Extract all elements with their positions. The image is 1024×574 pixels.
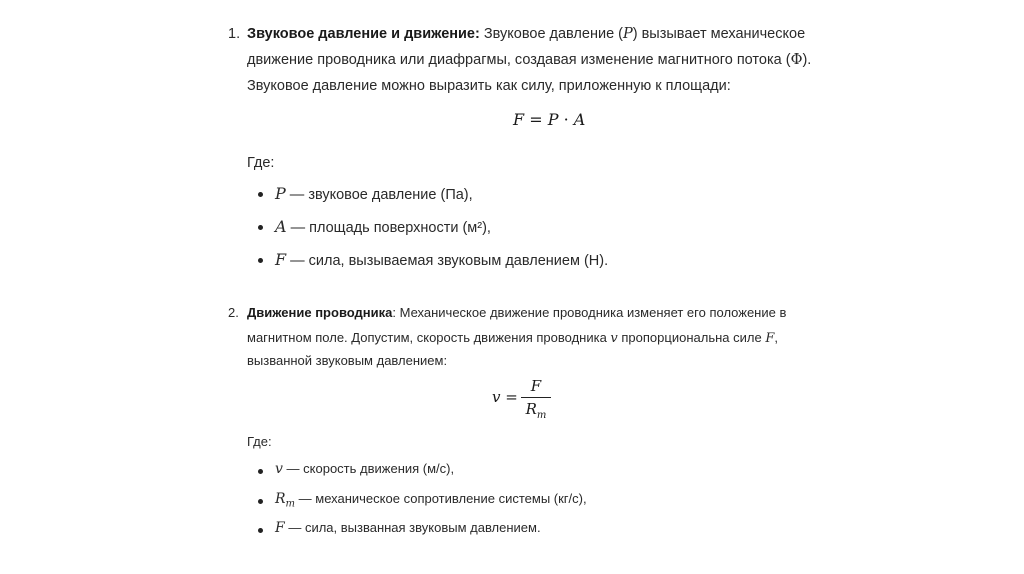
section2-var-v: v [610, 331, 618, 346]
section1-var-p: P [622, 26, 633, 42]
fraction-numerator: F [530, 377, 542, 395]
section2-line2-a: магнитном поле. Допустим, скорость движения проводника [247, 330, 611, 345]
s2-bullet3-var: F [275, 520, 285, 536]
section2-title: Движение проводника [247, 305, 393, 320]
formula1-a: A [573, 110, 586, 129]
section1-line3: Звуковое давление можно выразить как силу, приложенную к площади: [247, 78, 731, 94]
formula2-lhs: v [492, 388, 501, 406]
section2-line1 [247, 305, 786, 320]
s2-bullet1-text: — скорость движения (м/с), [282, 461, 455, 476]
formula1-eq: = [529, 110, 543, 129]
section1-where: Где: [247, 155, 275, 171]
s2-bullet2-text: — механическое сопротивление системы (кг/с), [295, 491, 587, 506]
bullet2-text: — площадь поверхности (м²), [286, 220, 491, 236]
section2-line2-c: , [774, 330, 778, 345]
section1-number: 1. [228, 26, 241, 42]
bullet-dot [258, 258, 263, 263]
s2-bullet1-var: v [275, 461, 283, 477]
fraction-denominator-var: R [525, 400, 537, 418]
bullet3-var: F [275, 250, 287, 269]
bullet-dot [258, 499, 263, 504]
section2-bullet-1 [275, 461, 454, 480]
section1-bullet-3 [275, 250, 608, 269]
section2-bullet-2 [275, 491, 587, 510]
section1-intro-b: ) вызывает механическое [632, 26, 806, 42]
section1-line1 [247, 26, 805, 42]
fraction-denominator-sub: m [536, 410, 547, 421]
section2-number: 2. [228, 305, 239, 320]
section2-line3: вызванной звуковым давлением: [247, 353, 448, 368]
fraction-denominator [525, 400, 547, 421]
section1-bullet-1 [275, 184, 473, 203]
section2-bullet-3 [275, 520, 541, 539]
fraction-bar [521, 397, 551, 398]
s2-bullet2-sub: m [285, 498, 296, 510]
bullet1-var: P [275, 184, 286, 203]
section1-var-phi: Φ [790, 52, 803, 68]
section2-fraction [521, 377, 551, 421]
formula2-eq: = [505, 388, 518, 406]
section1-line2-a: движение проводника или диафрагмы, создавая изменение магнитного потока ( [247, 52, 791, 68]
bullet-dot [258, 192, 263, 197]
section2-where: Где: [247, 434, 272, 449]
s2-bullet2-var: R [275, 491, 286, 507]
section2-formula-lhs [492, 388, 518, 406]
bullet3-text: — сила, вызываемая звуковым давлением (Н). [286, 253, 609, 269]
section2-line2 [247, 330, 778, 346]
section2-line2-b: пропорциональна силе [617, 330, 766, 345]
section1-line2 [247, 52, 811, 68]
bullet-dot [258, 225, 263, 230]
bullet1-text: — звуковое давление (Па), [285, 187, 473, 203]
section1-line2-b: ). [802, 52, 812, 68]
s2-bullet3-text: — сила, вызванная звуковым давлением. [284, 520, 541, 535]
section2-var-f: F [765, 331, 775, 346]
section2-intro-a: : Механическое движение проводника изменяет его положение в [392, 305, 787, 320]
bullet-dot [258, 469, 263, 474]
section1-intro-a: Звуковое давление ( [483, 26, 623, 42]
bullet2-var: A [275, 217, 287, 236]
section1-bullet-2 [275, 217, 491, 236]
formula1-lhs: F [513, 110, 525, 129]
section1-formula [513, 110, 585, 129]
formula1-p: P [547, 110, 559, 129]
section1-title: Звуковое давление и движение: [247, 26, 480, 42]
bullet-dot [258, 528, 263, 533]
formula1-dot: · [563, 110, 569, 129]
